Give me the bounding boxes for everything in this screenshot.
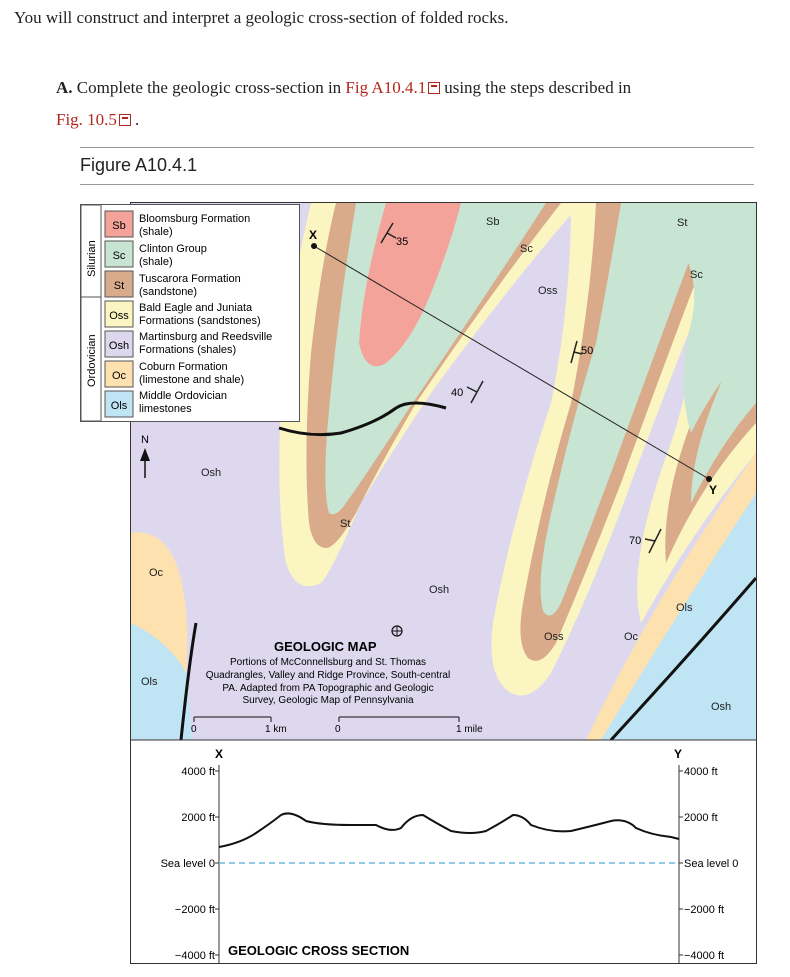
- legend-row-oc: [105, 361, 244, 387]
- point-x-marker: [311, 243, 317, 249]
- cs-left-tick-m2000: −2000 ft: [174, 904, 215, 916]
- label-st-1: St: [340, 518, 351, 530]
- svg-text:Sc: Sc: [112, 250, 126, 262]
- part-a-end: .: [134, 110, 140, 129]
- cs-left-tick-4000: 4000 ft: [181, 766, 215, 778]
- svg-text:Coburn Formation: Coburn Formation: [139, 361, 228, 373]
- dip-35-label: 35: [396, 236, 409, 248]
- svg-text:(limestone and shale): (limestone and shale): [139, 374, 245, 386]
- divider-bottom: [80, 184, 754, 185]
- label-ols-1: Ols: [141, 676, 158, 688]
- svg-text:Ols: Ols: [110, 400, 128, 412]
- label-ols-2: Ols: [676, 602, 693, 614]
- legend-row-osh: [105, 331, 272, 357]
- label-osh-2: Osh: [429, 584, 450, 596]
- legend-ordovician: Ordovician: [86, 334, 98, 387]
- scale-mi-1: 1 mile: [456, 724, 483, 735]
- fig-10-5-link[interactable]: Fig. 10.5: [56, 110, 117, 129]
- label-oc-2: Oc: [624, 631, 639, 643]
- label-oc-1: Oc: [149, 567, 164, 579]
- part-a-text-1: Complete the geologic cross-section in: [76, 78, 342, 97]
- label-sc-1: Sc: [520, 243, 533, 255]
- map-caption-2: Quadrangles, Valley and Ridge Province, South-central: [205, 670, 451, 681]
- scale-km-1: 1 km: [265, 724, 287, 735]
- svg-text:Tuscarora Formation: Tuscarora Formation: [139, 273, 241, 285]
- figure-title: Figure A10.4.1: [80, 155, 198, 175]
- cs-right-tick-sea: Sea level 0: [684, 858, 739, 870]
- point-x-label: X: [309, 228, 318, 242]
- scale-km-0: 0: [191, 724, 197, 735]
- svg-text:St: St: [113, 280, 125, 292]
- svg-text:Clinton Group: Clinton Group: [139, 243, 207, 255]
- cs-left-tick-sea: Sea level 0: [160, 858, 215, 870]
- part-a-text-2: using the steps described in: [444, 78, 632, 97]
- cs-left-tick-2000: 2000 ft: [181, 812, 215, 824]
- dip-50-label: 50: [581, 345, 594, 357]
- cs-y-label: Y: [674, 747, 683, 761]
- svg-text:Formations (sandstones): Formations (sandstones): [139, 315, 261, 327]
- svg-text:(shale): (shale): [139, 226, 173, 238]
- svg-text:(sandstone): (sandstone): [139, 286, 198, 298]
- legend-silurian: Silurian: [86, 240, 98, 277]
- part-a-label: A.: [56, 78, 73, 97]
- cs-right-tick-m2000: −2000 ft: [684, 904, 725, 916]
- external-link-icon[interactable]: [428, 82, 440, 94]
- cs-right-tick-2000: 2000 ft: [684, 812, 718, 824]
- intro-text: You will construct and interpret a geologic cross-section of folded rocks.: [14, 8, 509, 27]
- fig-a10-4-1-link[interactable]: Fig A10.4.1: [345, 78, 427, 97]
- label-sc-2: Sc: [690, 269, 703, 281]
- scale-mi-0: 0: [335, 724, 341, 735]
- dip-40-label: 40: [451, 387, 464, 399]
- svg-text:Sb: Sb: [112, 220, 126, 232]
- legend-row-sb: [105, 211, 250, 238]
- svg-text:limestones: limestones: [139, 403, 192, 415]
- north-label: N: [141, 434, 149, 446]
- map-title: GEOLOGIC MAP: [274, 639, 377, 654]
- cs-left-tick-m4000: −4000 ft: [174, 950, 215, 962]
- label-st-2: St: [677, 217, 688, 229]
- point-y-label: Y: [709, 483, 718, 497]
- map-caption-1: Portions of McConnellsburg and St. Thomas: [229, 657, 427, 668]
- point-y-marker: [706, 476, 712, 482]
- label-oss-2: Oss: [544, 631, 564, 643]
- map-legend: [80, 204, 300, 422]
- dip-70-label: 70: [629, 535, 642, 547]
- legend-row-ols: [105, 390, 227, 417]
- svg-text:Osh: Osh: [108, 340, 130, 352]
- part-a-prompt: [56, 72, 746, 136]
- label-osh-3: Osh: [711, 701, 732, 713]
- svg-text:Martinsburg and Reedsville: Martinsburg and Reedsville: [139, 331, 273, 343]
- legend-svg: [81, 205, 299, 421]
- cs-x-label: X: [215, 747, 224, 761]
- svg-text:Oc: Oc: [111, 370, 127, 382]
- legend-row-oss: [105, 301, 261, 327]
- map-caption-3: PA. Adapted from PA Topographic and Geologic: [222, 683, 434, 694]
- cross-section-title: GEOLOGIC CROSS SECTION: [228, 943, 410, 958]
- legend-row-sc: [105, 241, 207, 268]
- svg-text:(shale): (shale): [139, 256, 173, 268]
- svg-text:Oss: Oss: [109, 310, 129, 322]
- label-sb: Sb: [486, 216, 500, 228]
- map-caption-4: Survey, Geologic Map of Pennsylvania: [242, 695, 414, 706]
- cs-right-tick-m4000: −4000 ft: [684, 950, 725, 962]
- svg-text:Formations (shales): Formations (shales): [139, 344, 237, 356]
- external-link-icon[interactable]: [119, 114, 131, 126]
- svg-text:Middle Ordovician: Middle Ordovician: [139, 390, 228, 402]
- legend-row-st: [105, 271, 241, 298]
- compass-cross-icon: [392, 626, 402, 636]
- cross-section-panel: [131, 740, 756, 963]
- svg-text:Bald Eagle and Juniata: Bald Eagle and Juniata: [139, 302, 253, 314]
- label-oss-1: Oss: [538, 285, 558, 297]
- cs-right-tick-4000: 4000 ft: [684, 766, 718, 778]
- divider-top: [80, 147, 754, 148]
- svg-text:Bloomsburg Formation: Bloomsburg Formation: [139, 213, 251, 225]
- label-osh-1: Osh: [201, 467, 222, 479]
